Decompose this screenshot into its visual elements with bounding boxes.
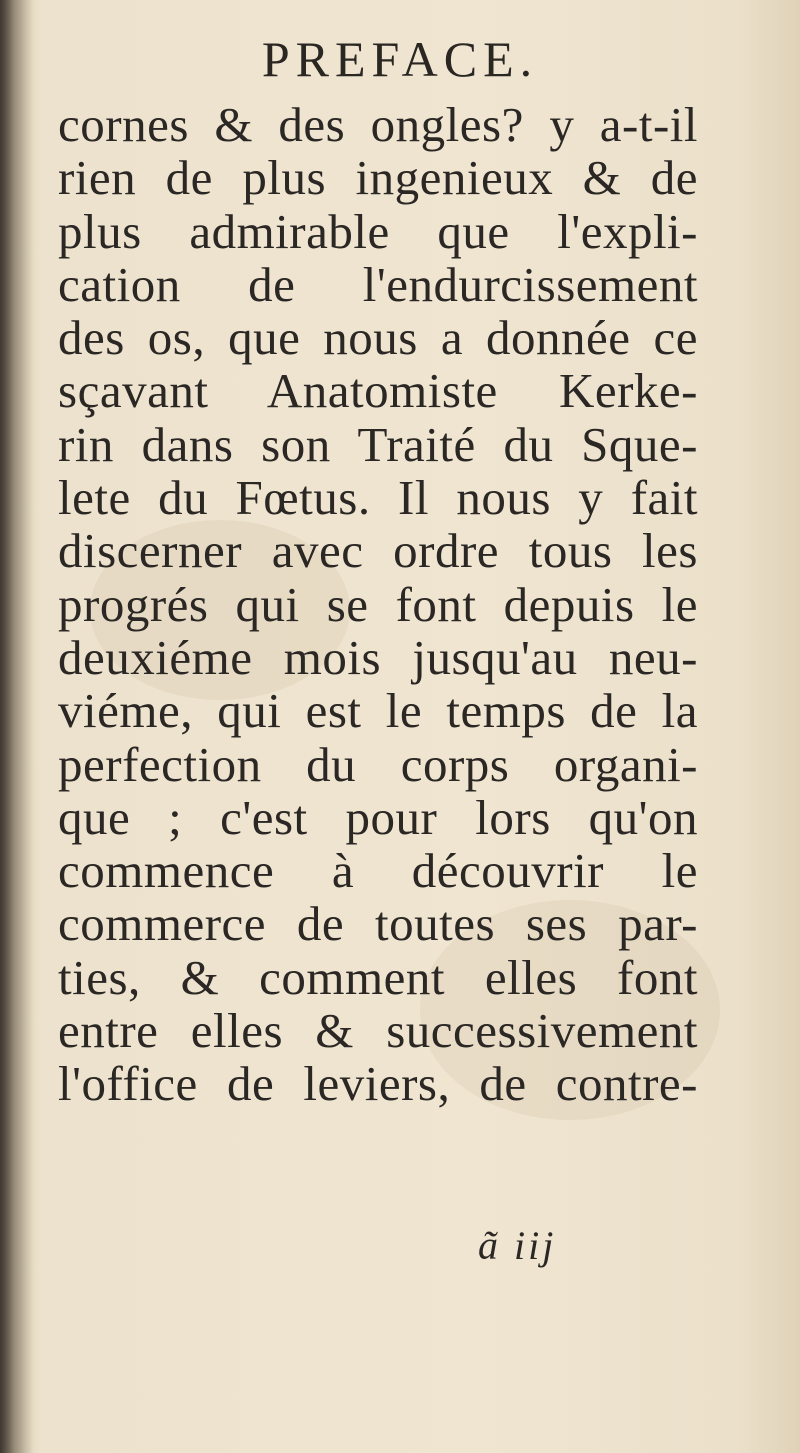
text-line: cornes & des ongles? y a-t-il <box>58 97 698 152</box>
text-line: lete du Fœtus. Il nous y fait <box>58 470 698 526</box>
text-line: commence à découvrir le <box>58 843 698 899</box>
running-head: PREFACE. <box>261 31 539 87</box>
text-line: viéme, qui est le temps de la <box>58 683 698 739</box>
body-text <box>58 98 698 1111</box>
text-line: des os, que nous a donnée ce <box>58 310 698 366</box>
text-line: sçavant Anatomiste Kerke- <box>58 363 698 419</box>
text-line: l'office de leviers, de contre- <box>58 1056 698 1112</box>
text-line: rin dans son Traité du Sque- <box>58 416 698 472</box>
text-line: commerce de toutes ses par- <box>58 896 698 952</box>
text-line: progrés qui se font depuis le <box>58 576 698 632</box>
text-line: entre elles & successivement <box>58 1003 698 1059</box>
text-line: ties, & comment elles font <box>58 949 698 1005</box>
text-line: deuxiéme mois jusqu'au neu- <box>58 629 698 685</box>
text-line: plus admirable que l'expli- <box>58 203 698 259</box>
text-line: rien de plus ingenieux & de <box>58 150 698 206</box>
text-line: discerner avec ordre tous les <box>58 523 698 579</box>
spine-shadow <box>0 0 34 1453</box>
text-line: perfection du corps organi- <box>58 736 698 792</box>
text-line: que ; c'est pour lors qu'on <box>58 789 698 845</box>
signature-mark: ã iij <box>478 1223 557 1268</box>
text-line: cation de l'endurcissement <box>58 256 698 312</box>
